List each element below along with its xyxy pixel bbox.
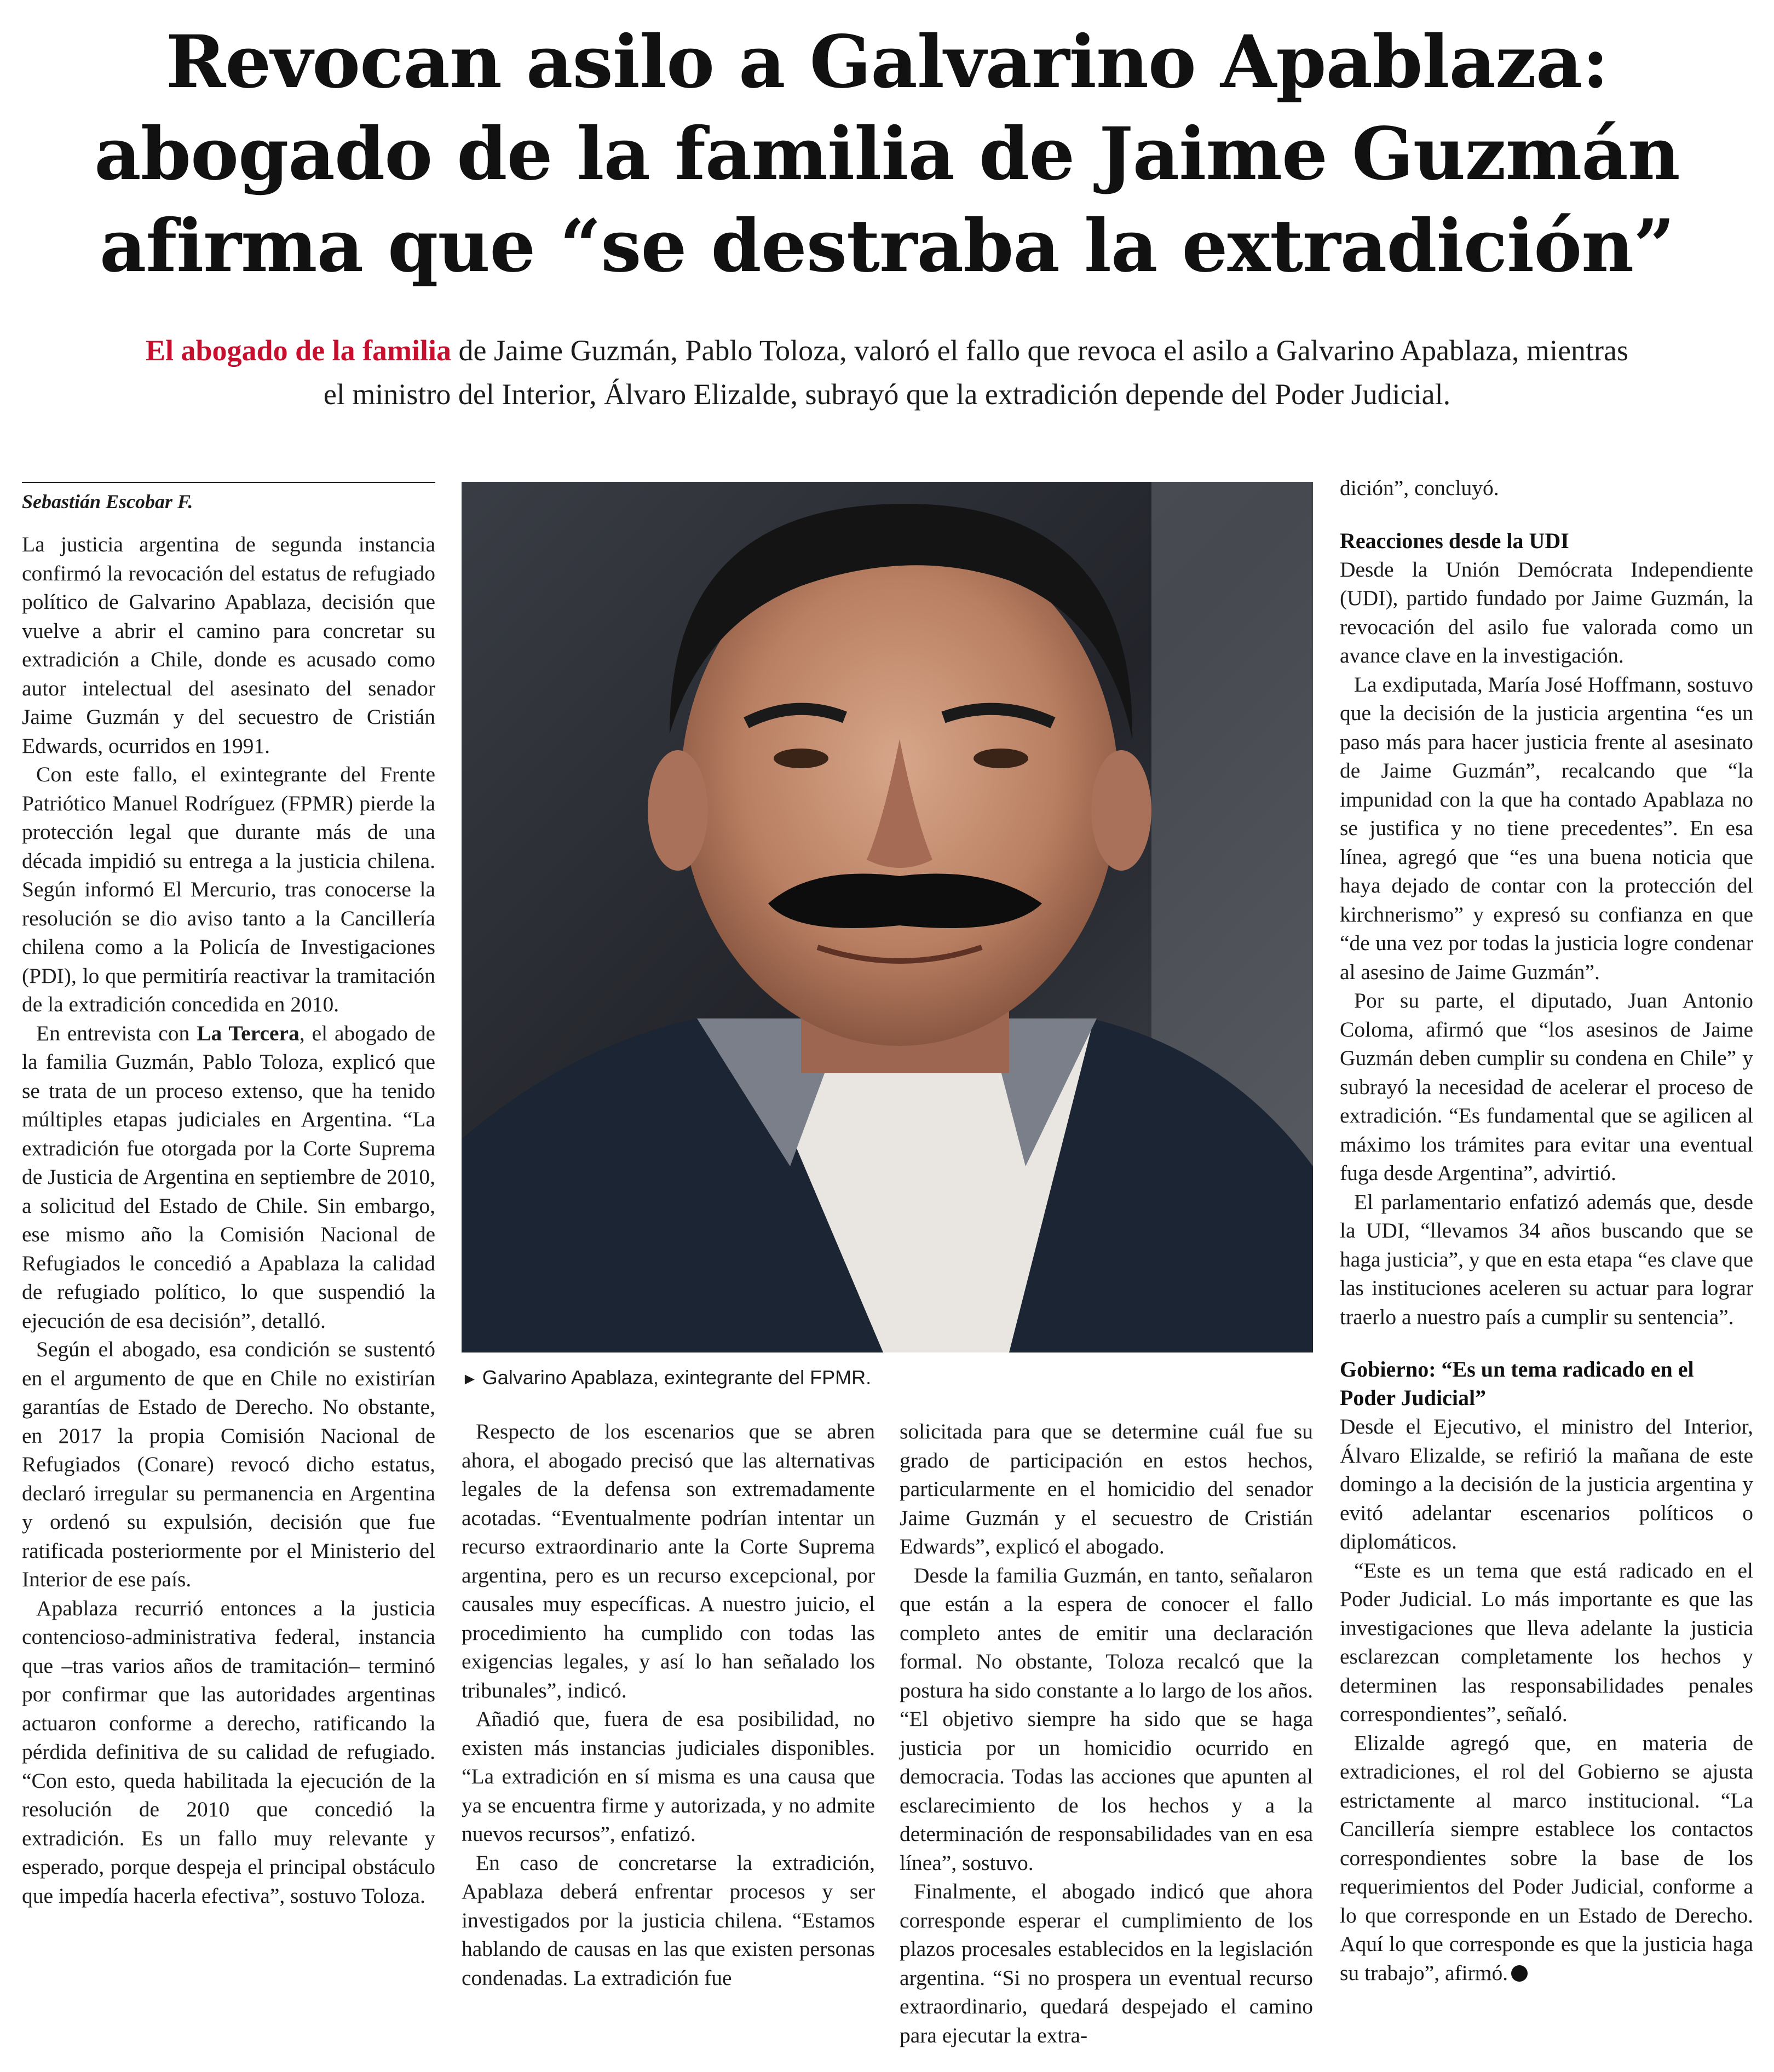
paragraph: Respecto de los escenarios que se abren ahora, el abogado precisó que las alternativas legales de la defensa son extremadamente acotadas. “Eventualmente podrían intentar un recurso extraordinario ante la Corte Suprema argentina, pero es un recurso excepcional, por causales muy específicas. A nuestro juicio, el procedimiento ha cumplido con todas las exigencias legales, y así lo han señalado los tribunales”, indicó.	[462, 1419, 875, 1702]
paragraph: Desde la Unión Demócrata Independiente (UDI), partido fundado por Jaime Guzmán, la revocación del asilo fue valorada como un avance clave en la investigación.	[1340, 557, 1753, 667]
headline-line-3: afirma que “se destraba la extradición”	[99, 204, 1675, 289]
paragraph: La justicia argentina de segunda instancia confirmó la revocación del estatus de refugiado político de Galvarino Apablaza, decisión que vuelve a abrir el camino para concretar su extradición a Chile, donde es acusado como autor intelectual del asesinato del senador Jaime Guzmán y del secuestro de Cristián Edwards, ocurridos en 1991.	[22, 532, 435, 758]
paragraph	[1340, 1729, 1753, 1988]
paragraph: El parlamentario enfatizó además que, desde la UDI, “llevamos 34 años buscando que se haga justicia”, y que en esta etapa “es clave que las instituciones aceleren su actuar para lograr traerlo a nuestro país a cumplir su sentencia”.	[1340, 1189, 1753, 1329]
paragraph: Desde el Ejecutivo, el ministro del Interior, Álvaro Elizalde, se refirió la mañana de este domingo a la decisión de la justicia argentina y evitó adelantar escenarios políticos o diplomáticos.	[1340, 1414, 1753, 1553]
paragraph: Según el abogado, esa condición se sustentó en el argumento de que en Chile no existirían garantías de Estado de Derecho. No obstante, en 2017 la propia Comisión Nacional de Refugiados (Conare) revocó dicho estatus, declaró irregular su permanencia en Argentina y ordenó su expulsión, decisión que fue ratificada posteriormente por el Ministerio del Interior de ese país.	[22, 1337, 435, 1591]
article-column-4	[1340, 474, 1753, 1987]
text-run: En entrevista con	[36, 1021, 197, 1045]
caption-text: Galvarino Apablaza, exintegrante del FPMR.	[482, 1366, 872, 1389]
headline-line-2: abogado de la familia de Jaime Guzmán	[94, 112, 1680, 197]
paragraph: La exdiputada, María José Hoffmann, sostuvo que la decisión de la justicia argentina “es un paso más para hacer justicia frente al asesinato de Jaime Guzmán”, recalcando que “la impunidad con la que ha contado Apablaza no se justifica y no tiene precedentes”. En esa línea, agregó que “es una buena noticia que haya dejado de contar con la protección del kirchnerismo” y expresó su confianza en que “de una vez por todas la justicia logre condenar al asesino de Jaime Guzmán”.	[1340, 672, 1753, 984]
paragraph: solicitada para que se determine cuál fue su grado de participación en estos hechos, particularmente en el homicidio del senador Jaime Guzmán y el secuestro de Cristián Edwards”, explicó el abogado.	[900, 1419, 1313, 1558]
headline	[33, 16, 1741, 292]
photo-caption	[462, 1365, 1313, 1392]
byline-rule	[22, 482, 435, 483]
paragraph	[22, 1019, 435, 1336]
lead-line-1: de Jaime Guzmán, Pablo Toloza, valoró el fallo que revoca el asilo a Galvarino Apablaza, mientras	[451, 334, 1629, 367]
paragraph: “Este es un tema que está radicado en el Poder Judicial. Lo más importante es que las investigaciones que lleva adelante la justicia esclarezcan completamente los hechos y determinen las responsabilidades penales correspondientes”, señaló.	[1340, 1558, 1753, 1726]
text-run: Elizalde agregó que, en materia de extradiciones, el rol del Gobierno se ajusta estrictamente al marco institucional. “La Cancillería siempre establece los contactos correspondientes sobre la base de los requerimientos del Poder Judicial, conforme a lo que corresponde en un Estado de Derecho. Aquí lo que corresponde es que la justicia haga su trabajo”, afirmó.	[1340, 1730, 1753, 1985]
text-run: , el abogado de la familia Guzmán, Pablo Toloza, explicó que se trata de un proceso extenso, que ha tenido múltiples etapas judiciales en Argentina. “La extradición fue otorgada por la Corte Suprema de Justicia de Argentina en septiembre de 2010, a solicitud del Estado de Chile. Sin embargo, ese mismo año la Comisión Nacional de Refugiados le concedió a Apablaza la calidad de refugiado político, lo que suspendió la ejecución de esa decisión”, detalló.	[22, 1021, 435, 1333]
article-column-1	[22, 530, 435, 1910]
paragraph: Apablaza recurrió entonces a la justicia contencioso-administrativa federal, instancia que –tras varios años de tramitación– terminó por confirmar que las autoridades argentinas actuaron conforme a derecho, ratificando la pérdida definitiva de su calidad de refugiado. “Con esto, queda habilitada la ejecución de la resolución de 2010 que concedió la extradición. Es un fallo muy relevante y esperado, porque despeja el principal obstáculo que impedía hacerla efectiva”, sostuvo Toloza.	[22, 1596, 435, 1908]
publication-name: La Tercera	[197, 1021, 299, 1045]
headline-line-1: Revocan asilo a Galvarino Apablaza:	[165, 20, 1609, 105]
portrait-illustration	[462, 482, 1313, 1352]
caption-triangle-icon: ►	[462, 1370, 478, 1388]
paragraph: Finalmente, el abogado indicó que ahora corresponde esperar el cumplimiento de los plazos procesales establecidos en la legislación argentina. “Si no prospera un eventual recurso extraordinario, quedará despejado el camino para ejecutar la extra-	[900, 1879, 1313, 2047]
end-of-article-icon	[1511, 1965, 1528, 1982]
paragraph: Añadió que, fuera de esa posibilidad, no existen más instancias judiciales disponibles. “La extradición en sí misma es una causa que ya se encuentra firme y autorizada, y no admite nuevos recursos”, enfatizó.	[462, 1707, 875, 1846]
subheading-udi: Reacciones desde la UDI	[1340, 528, 1569, 553]
article-column-2	[462, 1417, 875, 1992]
byline: Sebastián Escobar F.	[22, 491, 193, 513]
subheading-gobierno: Gobierno: “Es un tema radicado en el Poder Judicial”	[1340, 1357, 1694, 1410]
lead-paragraph	[38, 329, 1736, 416]
paragraph: Desde la familia Guzmán, en tanto, señalaron que están a la espera de conocer el fallo completo antes de emitir una declaración formal. No obstante, Toloza recalcó que la postura ha sido constante a lo largo de los años. “El objetivo siempre ha sido que se haga justicia por un homicidio ocurrido en democracia. Todas las acciones que apunten al esclarecimiento de los hechos y a la determinación de responsabilidades van en esa línea”, sostuvo.	[900, 1563, 1313, 1875]
lead-kicker: El abogado de la familia	[145, 334, 452, 367]
lead-line-2: el ministro del Interior, Álvaro Elizalde, subrayó que la extradición depende del Poder Judicial.	[323, 378, 1451, 411]
paragraph: En caso de concretarse la extradición, Apablaza deberá enfrentar procesos y ser investigados por la justicia chilena. “Estamos hablando de causas en las que existen personas condenadas. La extradición fue	[462, 1850, 875, 1990]
article-column-3	[900, 1417, 1313, 2050]
paragraph: Por su parte, el diputado, Juan Antonio Coloma, afirmó que “los asesinos de Jaime Guzmán deben cumplir su condena en Chile” y subrayó la necesidad de acelerar el proceso de extradición. “Es fundamental que se agilicen al máximo los trámites para evitar una eventual fuga desde Argentina”, advirtió.	[1340, 988, 1753, 1185]
paragraph: dición”, concluyó.	[1340, 476, 1499, 500]
portrait-photo	[462, 482, 1313, 1352]
paragraph: Con este fallo, el exintegrante del Frente Patriótico Manuel Rodríguez (FPMR) pierde la protección legal que durante más de una década impidió su entrega a la justicia chilena. Según informó El Mercurio, tras conocerse la resolución se dio aviso tanto a la Cancillería chilena como a la Policía de Investigaciones (PDI), lo que permitiría reactivar la tramitación de la extradición concedida en 2010.	[22, 762, 435, 1016]
